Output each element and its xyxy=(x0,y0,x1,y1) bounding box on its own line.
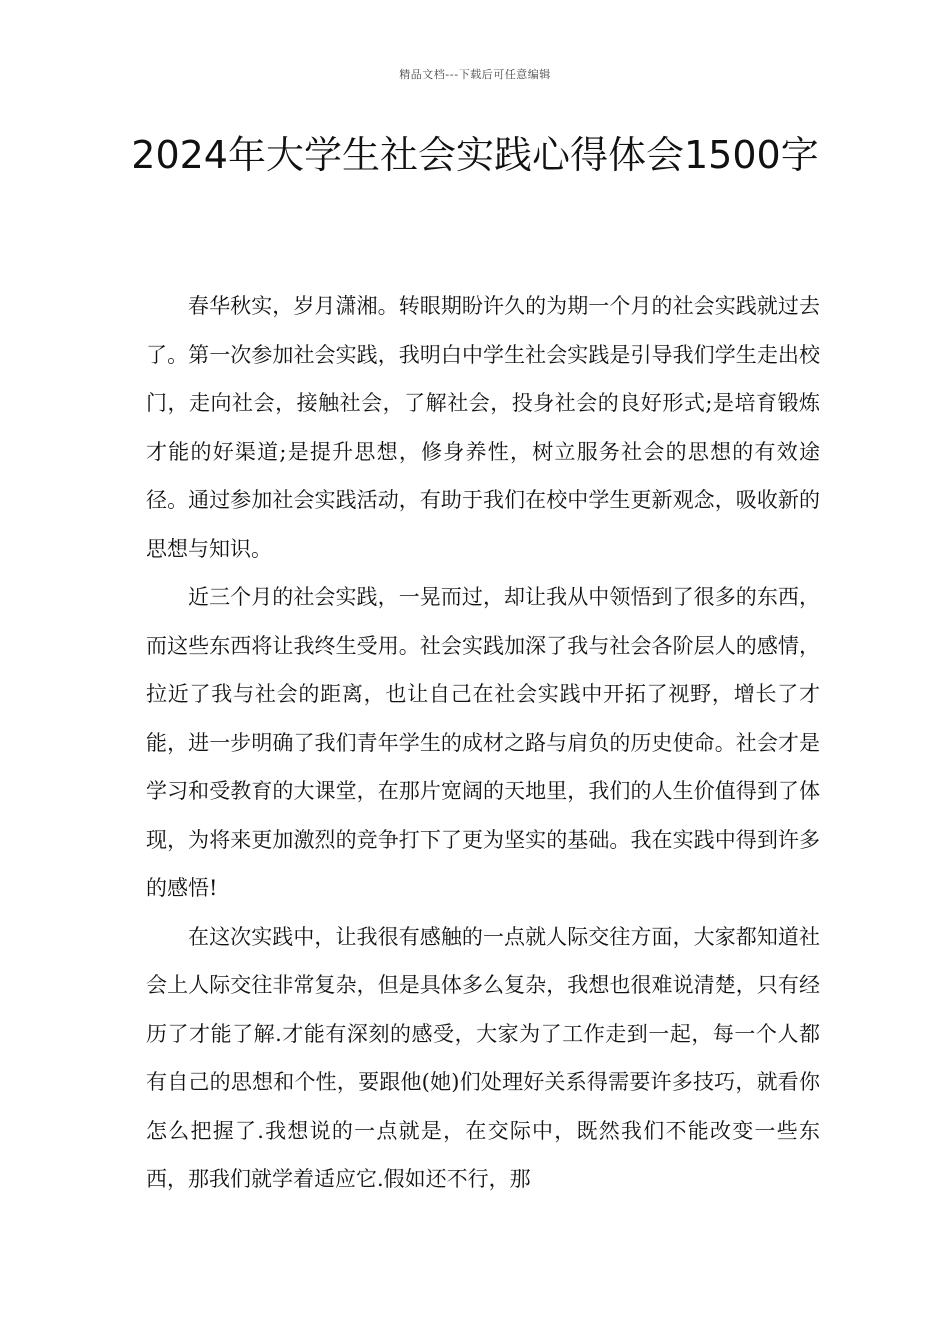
header-note: 精品文档---下载后可任意编辑 xyxy=(399,68,551,81)
paragraph-2: 近三个月的社会实践，一晃而过，却让我从中领悟到了很多的东西，而这些东西将让我终生受用。社会实践加深了我与社会各阶层人的感情，拉近了我与社会的距离，也让自己在社会实践中开拓了视野，增长了才能，进一步明确了我们青年学生的成材之路与肩负的历史使命。社会才是学习和受教育的大课堂，在那片宽阔的天地里，我们的人生价值得到了体现，为将来更加激烈的竞争打下了更为坚实的基础。我在实践中得到许多的感悟! xyxy=(146,585,820,900)
document-title: 2024年大学生社会实践心得体会1500字 xyxy=(131,133,819,177)
paragraph-3: 在这次实践中，让我很有感触的一点就人际交往方面，大家都知道社会上人际交往非常复杂，但是具体多么复杂，我想也很难说清楚，只有经历了才能了解.才能有深刻的感受，大家为了工作走到一起，每一个人都有自己的思想和个性，要跟他(她)们处理好关系得需要许多技巧，就看你怎么把握了.我想说的一点就是，在交际中，既然我们不能改变一些东西，那我们就学着适应它.假如还不行，那 xyxy=(146,924,820,1191)
document-body xyxy=(146,282,820,1204)
paragraph-1: 春华秋实，岁月潇湘。转眼期盼许久的为期一个月的社会实践就过去了。第一次参加社会实践，我明白中学生社会实践是引导我们学生走出校门，走向社会，接触社会，了解社会，投身社会的良好形式;是培育锻炼才能的好渠道;是提升思想，修身养性，树立服务社会的思想的有效途径。通过参加社会实践活动，有助于我们在校中学生更新观念，吸收新的思想与知识。 xyxy=(146,294,820,561)
